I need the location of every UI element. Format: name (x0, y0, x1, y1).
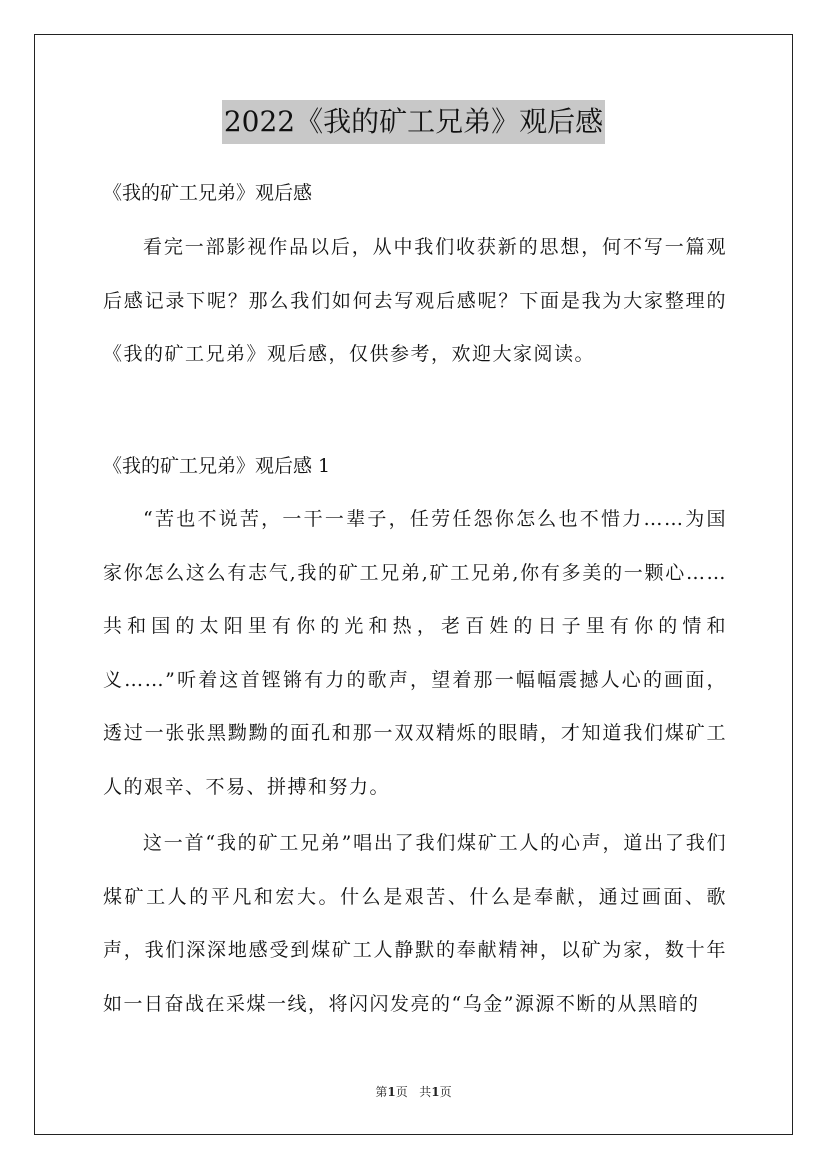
body-paragraph-1: “苦也不说苦，一干一辈子，任劳任怨你怎么也不惜力……为国家你怎么这么有志气,我的矿工兄弟,矿工兄弟,你有多美的一颗心……共和国的太阳里有你的光和热，老百姓的日子里有你的情和义……”听着这首铿锵有力的歌声，望着那一幅幅震撼人心的画面，透过一张张黑黝黝的面孔和那一双双精烁的眼睛，才知道我们煤矿工人的艰辛、不易、拼搏和努力。 (103, 508, 727, 798)
total-prefix: 共 (419, 1085, 432, 1099)
total-pages: 1 (431, 1085, 440, 1099)
section-heading: 《我的矿工兄弟》观后感 1 (103, 455, 331, 477)
document-subtitle: 《我的矿工兄弟》观后感 (103, 182, 313, 204)
page-footer (0, 1084, 827, 1100)
total-suffix: 页 (439, 1085, 452, 1099)
page-number: 1 (387, 1085, 396, 1099)
document-title: 2022《我的矿工兄弟》观后感 (222, 100, 605, 144)
page-prefix: 第 (375, 1085, 388, 1099)
page-suffix: 页 (395, 1085, 408, 1099)
title-container (0, 100, 827, 144)
intro-paragraph: 看完一部影视作品以后，从中我们收获新的思想，何不写一篇观后感记录下呢？那么我们如何去写观后感呢？下面是我为大家整理的《我的矿工兄弟》观后感，仅供参考，欢迎大家阅读。 (103, 236, 727, 365)
body-paragraph-2: 这一首“我的矿工兄弟”唱出了我们煤矿工人的心声，道出了我们煤矿工人的平凡和宏大。什么是艰苦、什么是奉献，通过画面、歌声，我们深深地感受到煤矿工人静默的奉献精神，以矿为家，数十年如一日奋战在采煤一线，将闪闪发亮的“乌金”源源不断的从黑暗的 (103, 832, 727, 1015)
